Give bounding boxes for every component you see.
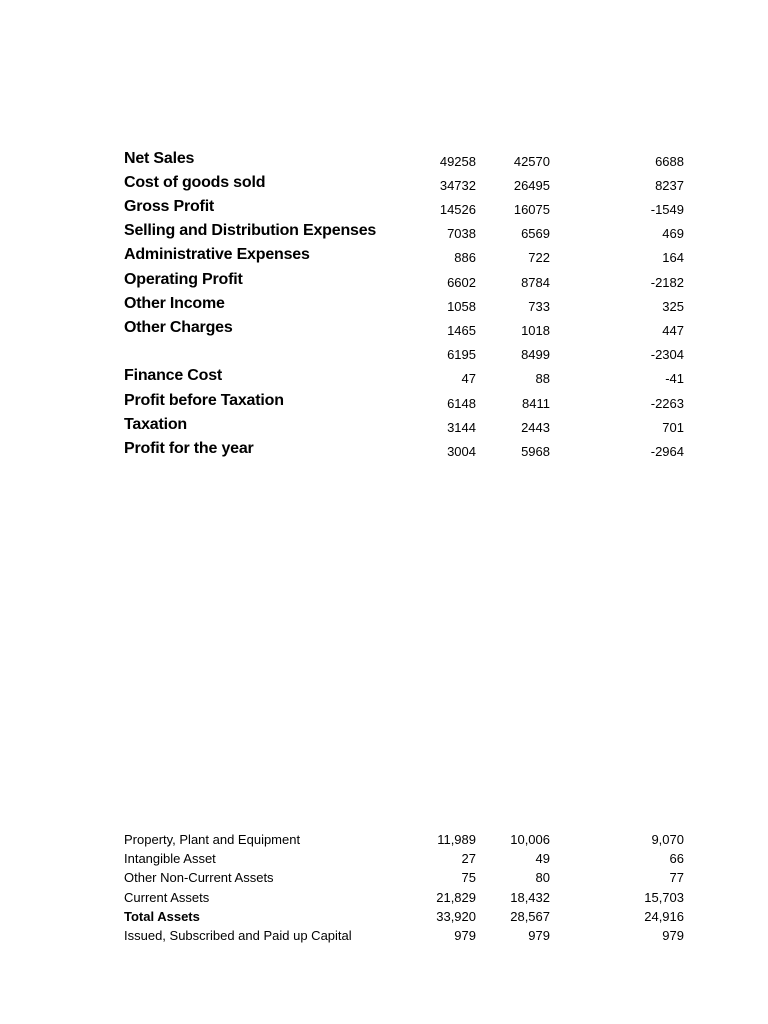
row-value-col1: 6148 [447,396,476,411]
row-label: Intangible Asset [124,851,216,866]
table-row [0,295,768,319]
row-value-col3: -41 [665,371,684,386]
row-value-col1: 979 [454,928,476,943]
row-label: Property, Plant and Equipment [124,832,301,847]
row-value-col1: 886 [454,250,476,265]
row-value-col1: 11,989 [437,832,476,847]
row-label: Gross Profit [124,198,215,215]
table-row [0,174,768,198]
row-value-col2: 1018 [521,323,550,338]
row-value-col1: 33,920 [436,909,476,924]
row-value-col2: 2443 [521,420,550,435]
row-value-col2: 28,567 [510,909,550,924]
row-value-col2: 979 [528,928,550,943]
row-label: Selling and Distribution Expenses [124,222,377,239]
row-value-col3: 325 [662,299,684,314]
row-value-col2: 722 [528,250,550,265]
row-value-col1: 34732 [439,178,476,193]
row-label: Issued, Subscribed and Paid up Capital [124,928,352,943]
table-row [0,343,768,367]
row-value-col2: 80 [535,870,550,885]
row-value-col2: 8499 [521,347,550,362]
row-value-col1: 75 [461,870,476,885]
row-value-col3: 447 [662,323,684,338]
row-value-col1: 47 [461,371,476,386]
table-row [0,416,768,440]
row-value-col3: 164 [662,250,684,265]
table-row [0,271,768,295]
row-label: Other Non-Current Assets [124,870,274,885]
row-value-col2: 5968 [521,444,550,459]
table-row [0,392,768,416]
row-label: Cost of goods sold [124,174,266,191]
row-label: Total Assets [124,909,200,924]
row-value-col3: 979 [662,928,684,943]
table-row [0,246,768,270]
row-value-col3: -2964 [650,444,684,459]
row-value-col3: 66 [669,851,684,866]
row-value-col3: -2263 [650,396,684,411]
row-value-col1: 3144 [447,420,476,435]
table-row [0,870,768,889]
row-value-col2: 8784 [521,275,550,290]
row-label: Net Sales [124,150,195,167]
row-value-col2: 10,006 [510,832,550,847]
table-row [0,198,768,222]
table-row [0,851,768,870]
row-value-col1: 27 [461,851,476,866]
row-value-col3: -1549 [650,202,684,217]
row-value-col1: 1058 [447,299,476,314]
table-row [0,832,768,851]
row-value-col1: 14526 [439,202,476,217]
row-value-col3: 15,703 [644,890,684,905]
row-label: Other Charges [124,319,233,336]
row-value-col1: 49258 [439,154,476,169]
row-value-col2: 8411 [522,396,550,411]
row-value-col2: 49 [535,851,550,866]
row-value-col2: 42570 [513,154,550,169]
table-row [0,890,768,909]
row-value-col3: 9,070 [651,832,684,847]
row-value-col2: 6569 [521,226,550,241]
row-value-col3: 24,916 [644,909,684,924]
row-value-col2: 733 [528,299,550,314]
row-label: Administrative Expenses [124,246,310,263]
row-label: Taxation [124,416,188,433]
row-value-col1: 3004 [447,444,476,459]
row-value-col2: 16075 [513,202,550,217]
row-value-col3: -2304 [650,347,684,362]
row-label: Operating Profit [124,271,243,288]
table-row [0,928,768,947]
row-value-col1: 21,829 [436,890,476,905]
table-row [0,440,768,464]
row-label: Finance Cost [124,367,223,384]
row-value-col3: 701 [662,420,684,435]
row-value-col1: 6195 [447,347,476,362]
row-value-col3: 6688 [655,154,684,169]
row-value-col2: 88 [535,371,550,386]
row-value-col2: 18,432 [510,890,550,905]
table-row [0,150,768,174]
table-row [0,909,768,928]
table-row [0,319,768,343]
row-value-col3: 77 [669,870,684,885]
row-value-col3: 469 [662,226,684,241]
table-row [0,222,768,246]
row-value-col3: -2182 [650,275,684,290]
table-row [0,367,768,391]
row-label: Other Income [124,295,225,312]
row-value-col3: 8237 [655,178,684,193]
row-value-col1: 1465 [447,323,476,338]
row-value-col1: 7038 [447,226,476,241]
row-label: Profit before Taxation [124,392,284,409]
row-value-col1: 6602 [447,275,476,290]
row-label: Current Assets [124,890,210,905]
row-label: Profit for the year [124,440,254,457]
row-value-col2: 26495 [513,178,550,193]
